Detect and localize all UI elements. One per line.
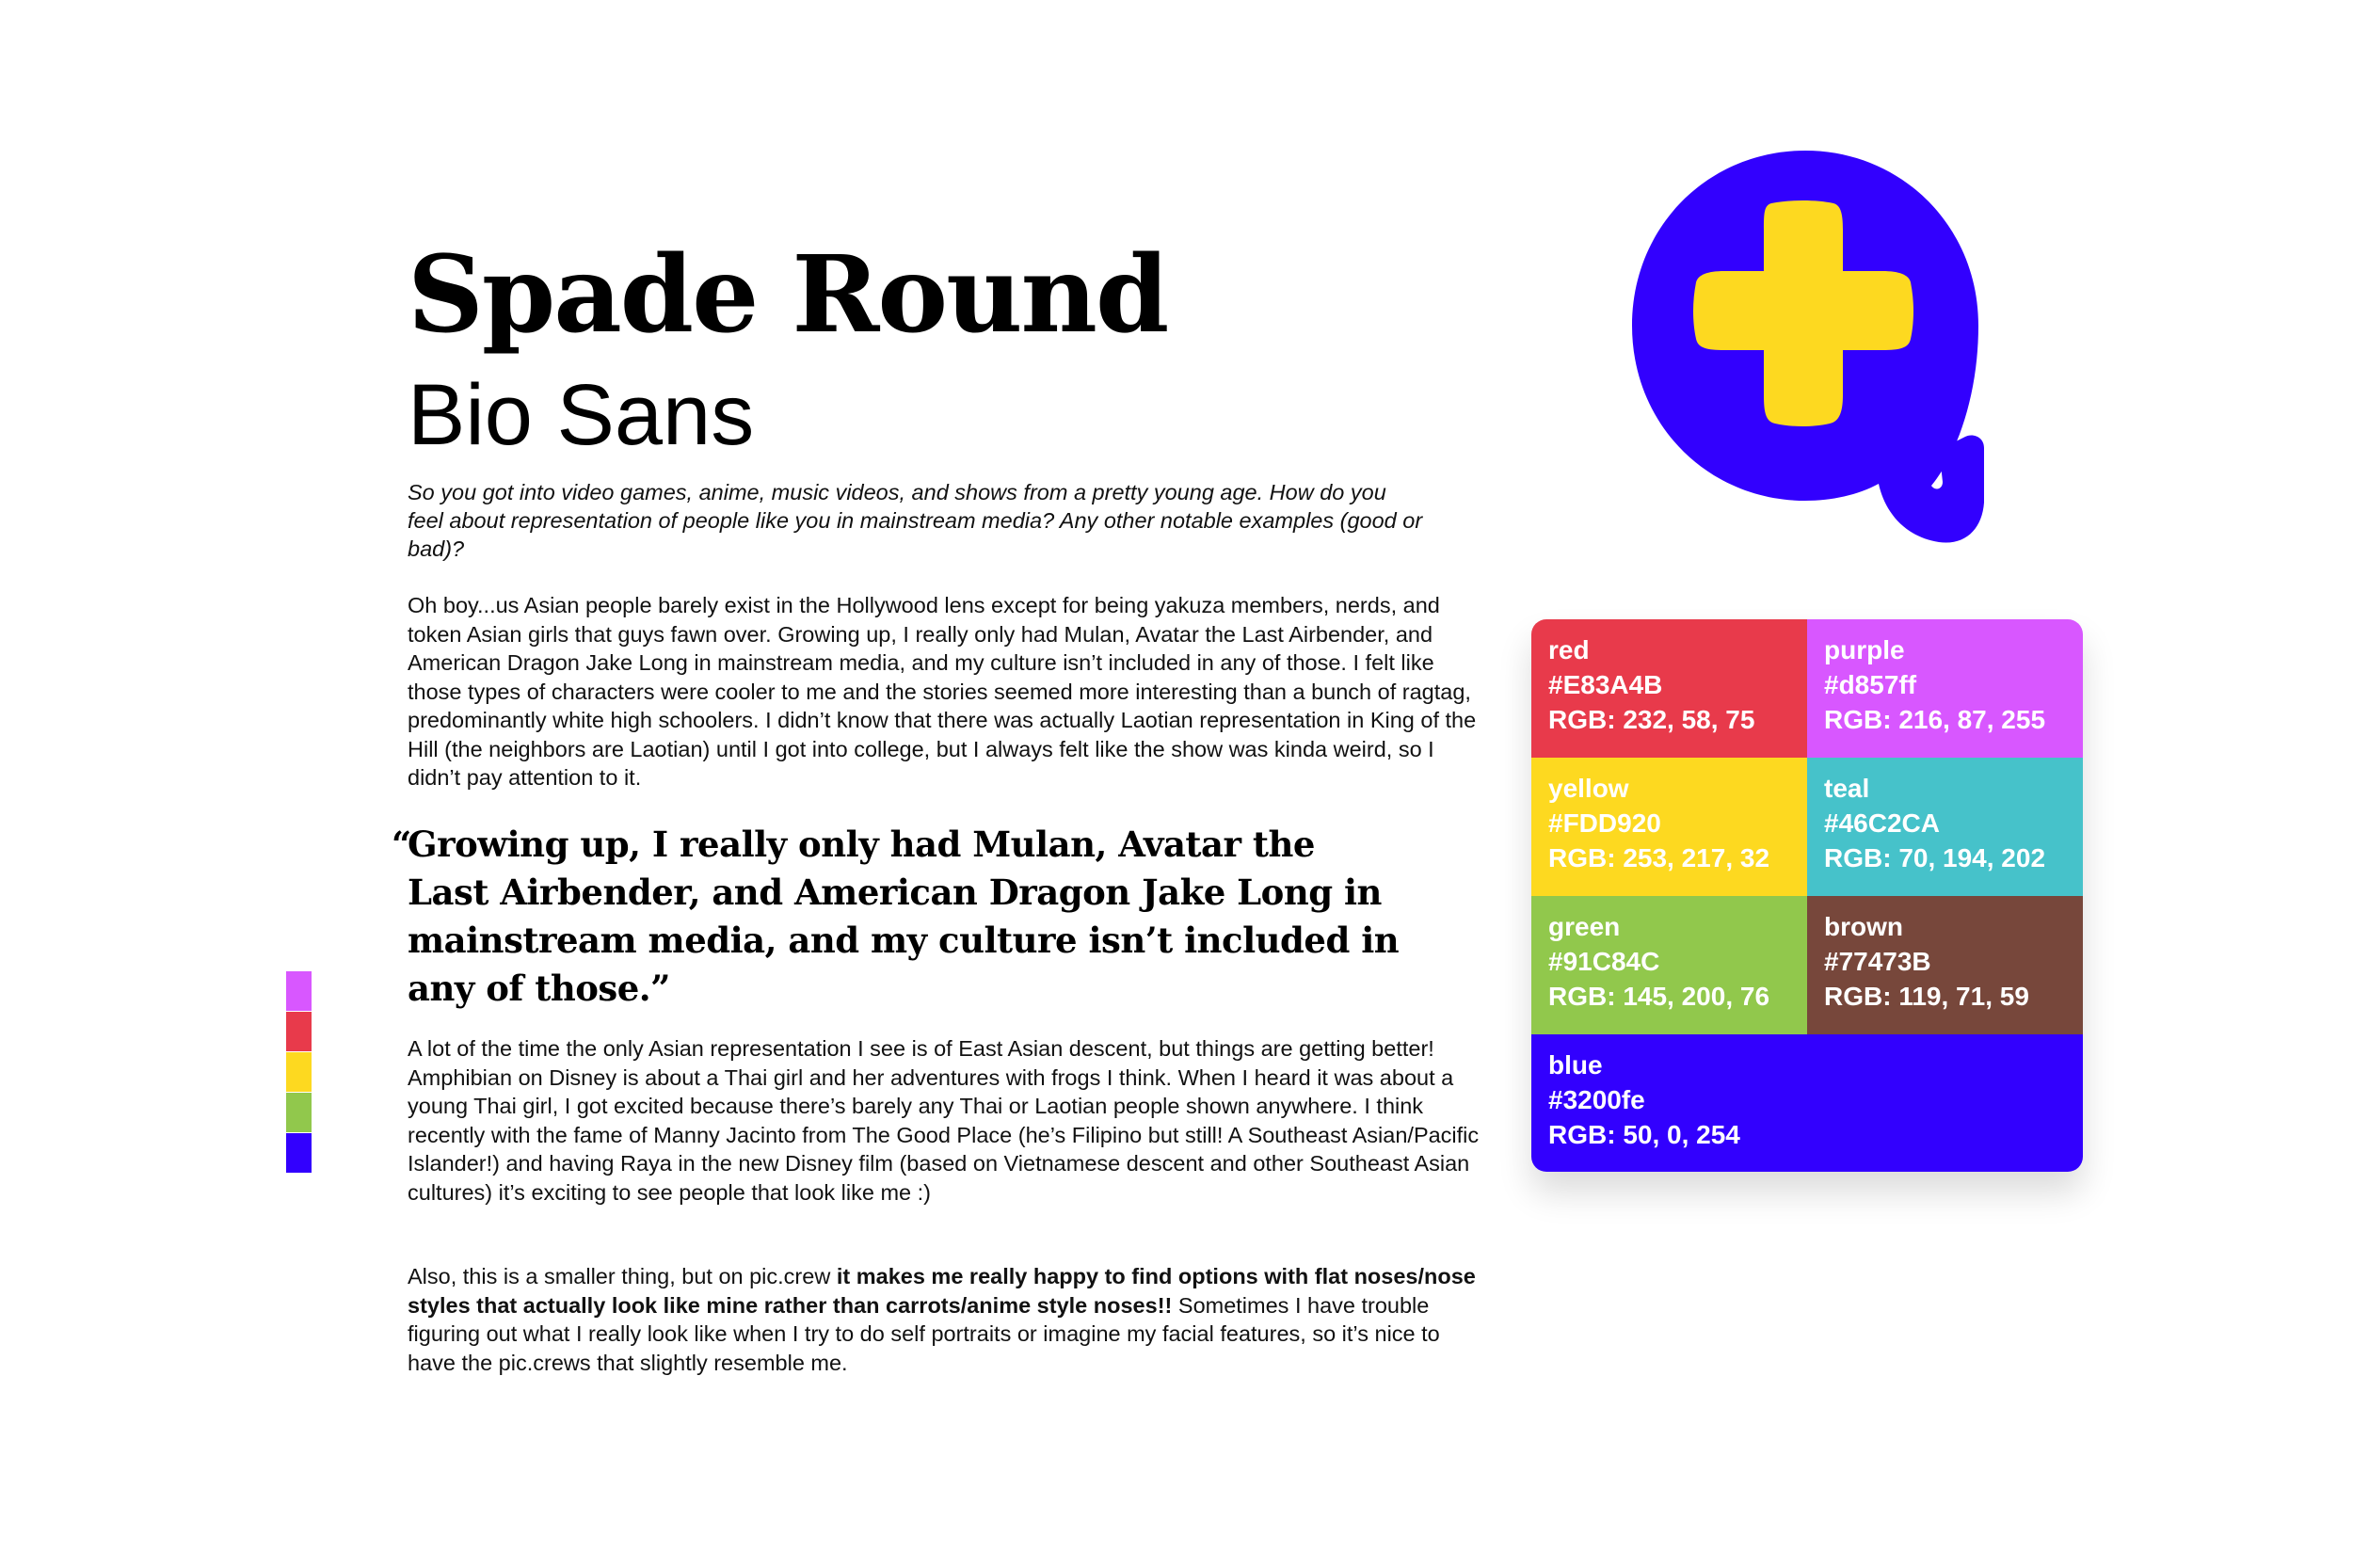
swatch-hex: #E83A4B: [1548, 670, 1663, 699]
swatch-rgb: RGB: 70, 194, 202: [1824, 843, 2046, 872]
color-palette: [1531, 619, 2083, 1172]
swatch-rgb: RGB: 119, 71, 59: [1824, 982, 2029, 1011]
swatch-rgb: RGB: 216, 87, 255: [1824, 705, 2046, 734]
answer-paragraph-2: A lot of the time the only Asian representation I see is of East Asian descent, but things are getting better! Amphibian on Disney is about a Thai girl and her adventures with frogs I think. When I heard it was about a young Thai girl, I got excited because there’s barely any Thai or Laotian people shown anywhere. I think recently with the fame of Manny Jacinto from The Good Place (he’s Filipino but still! A Southeast Asian/Pacific Islander!) and having Raya in the new Disney film (based on Vietnamese descent and other Southeast Asian cultures) it’s exciting to see people that look like me :): [408, 1036, 1480, 1205]
swatch-hex: #77473B: [1824, 947, 1931, 976]
swatch-rgb: RGB: 50, 0, 254: [1548, 1120, 1740, 1149]
q-plus-logo-icon: [1628, 149, 1986, 550]
pull-quote-line: mainstream media, and my culture isn’t included in: [408, 920, 1400, 961]
pull-quote-line: “Growing up, I really only had Mulan, Avatar the: [392, 821, 1474, 869]
swatch-yellow: [1531, 758, 1807, 896]
swatch-brown: [1807, 896, 2083, 1034]
swatch-hex: #91C84C: [1548, 947, 1660, 976]
swatch-rgb: RGB: 145, 200, 76: [1548, 982, 1770, 1011]
swatch-name: yellow: [1548, 774, 1629, 803]
strip-green-block: [286, 1093, 312, 1132]
swatch-purple: [1807, 619, 2083, 758]
swatch-teal: [1807, 758, 2083, 896]
pull-quote-line: any of those.”: [408, 968, 670, 1009]
swatch-name: teal: [1824, 774, 1870, 803]
swatch-name: brown: [1824, 912, 1903, 941]
swatch-hex: #FDD920: [1548, 808, 1661, 838]
swatch-name: green: [1548, 912, 1621, 941]
color-strip: [286, 971, 312, 1173]
swatch-rgb: RGB: 253, 217, 32: [1548, 843, 1770, 872]
swatch-hex: #46C2CA: [1824, 808, 1940, 838]
swatch-hex: #3200fe: [1548, 1085, 1645, 1114]
swatch-blue: [1531, 1034, 2083, 1172]
pull-quote: [392, 821, 1474, 1013]
bold-highlight: it makes me really happy to find options with flat noses/nose styles that actually look like mine rather than carrots/anime style noses!!: [408, 1264, 1476, 1318]
display-font-title: Spade Round: [408, 233, 1168, 357]
swatch-rgb: RGB: 232, 58, 75: [1548, 705, 1755, 734]
swatch-name: red: [1548, 635, 1590, 664]
open-quote-mark: “: [392, 824, 411, 865]
strip-yellow-block: [286, 1052, 312, 1092]
answer-paragraph-1: Oh boy...us Asian people barely exist in the Hollywood lens except for being yakuza members, nerds, and token Asian girls that guys fawn over. Growing up, I really only had Mulan, Avatar the Last Airbender, and American Dragon Jake Long in mainstream media, and my culture isn’t included in any of those. I felt like those types of characters were cooler to me and the stories seemed more interesting than a bunch of ragtag, predominantly white high schoolers. I didn’t know that there was actually Laotian representation in King of the Hill (the neighbors are Laotian) until I got into college, but I always felt like the show was kinda weird, so I didn’t pay attention to it.: [408, 593, 1477, 790]
swatch-name: blue: [1548, 1050, 1603, 1080]
swatch-green: [1531, 896, 1807, 1034]
swatch-hex: #d857ff: [1824, 670, 1917, 699]
interview-question: So you got into video games, anime, music videos, and shows from a pretty young age. How do you feel about representation of people like you in mainstream media? Any other notable examples (good or bad)?: [408, 480, 1423, 561]
strip-purple-block: [286, 971, 312, 1011]
strip-blue-block: [286, 1133, 312, 1173]
strip-red-block: [286, 1012, 312, 1051]
answer-paragraph-3: Also, this is a smaller thing, but on pic.crew it makes me really happy to find options with flat noses/nose styles that actually look like mine rather than carrots/anime style noses!! Sometimes I have trouble figuring out what I really look like when I try to do self portraits or imagine my facial features, so it’s nice to have the pic.crews that slightly resemble me.: [408, 1264, 1476, 1375]
swatch-red: [1531, 619, 1807, 758]
swatch-name: purple: [1824, 635, 1905, 664]
pull-quote-line: Last Airbender, and American Dragon Jake Long in: [408, 872, 1382, 913]
body-font-title: Bio Sans: [408, 367, 755, 463]
